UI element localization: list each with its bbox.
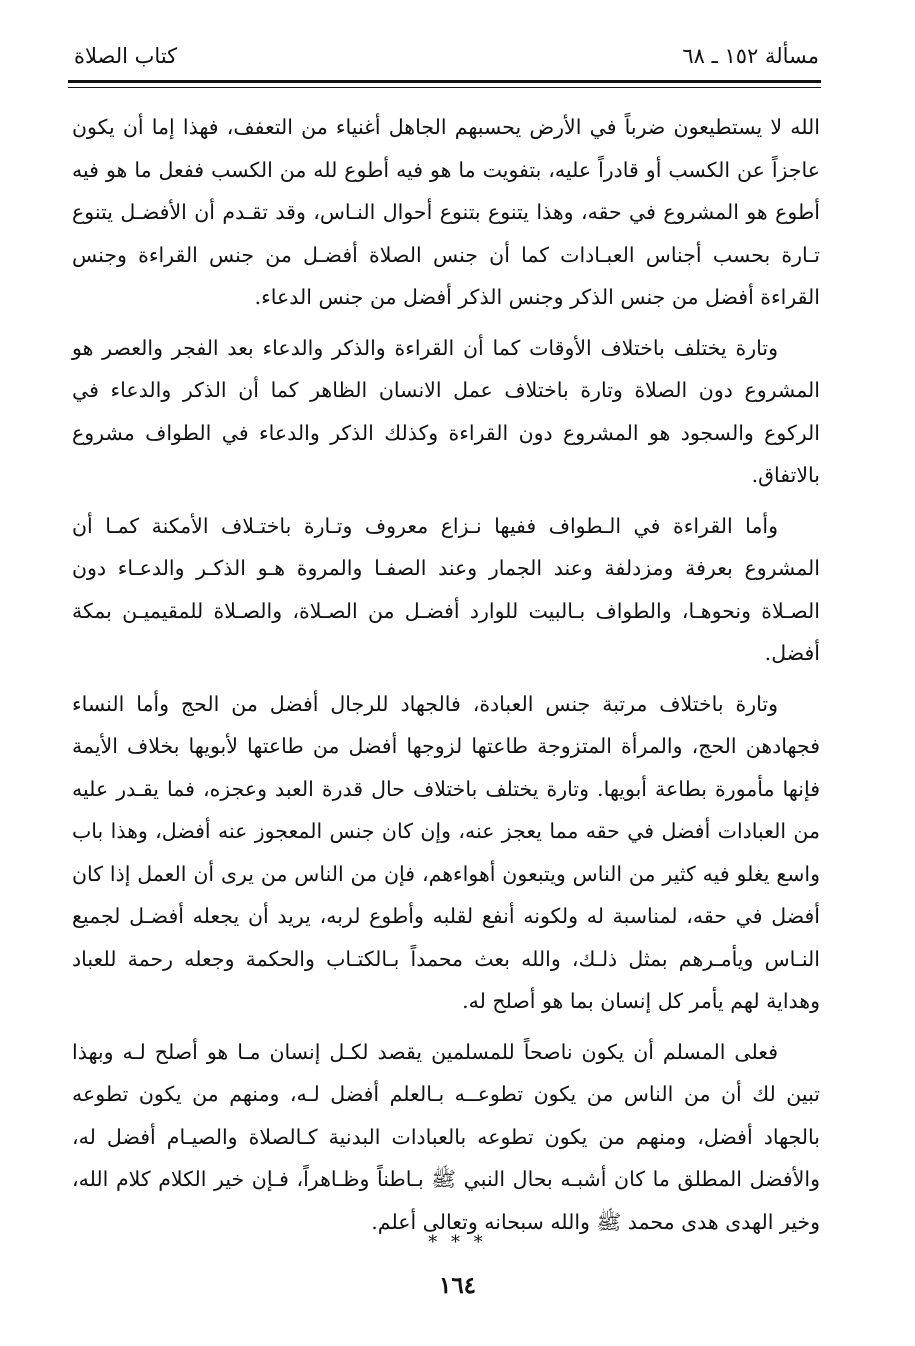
paragraph: وتارة باختلاف مرتبة جنس العبادة، فالجهاد للرجال أفضل من الحج وأما النساء فجهادهن الحج، والمرأة المتزوجة طاعتها لزوجها أفضل من طاعتها لأبويها بخلاف الأيمة فإنها مأمورة بطاعة أبويها. وتارة يختلف باختلاف حال قدرة العبد وعجزه، فما يقـدر عليه من العبادات أفضل في حقه مما يعجز عنه، وإن كان جنس المعجوز عنه أفضل، وهذا باب واسع يغلو فيه كثير من الناس ويتبعون أهواءهم، فإن من الناس من يرى أن العمل إذا كان أفضل في حقه، لمناسبة له ولكونه أنفع لقلبه وأطوع لربه، يريد أن يجعله أفضـل لجميع النـاس ويأمـرهم بمثل ذلـك، والله بعث محمداً بـالكتـاب والحكمة وجعله رحمة للعباد وهداية لهم يأمر كل إنسان بما هو أصلح له. (72, 691, 820, 1013)
running-header (68, 40, 821, 74)
paragraph: وتارة يختلف باختلاف الأوقات كما أن القراءة والذكر والدعاء بعد الفجر والعصر هو المشروع دون الصلاة وتارة باختلاف عمل الانسان الظاهر كما أن الذكر والدعاء في الركوع والسجود هو المشروع دون القراءة وكذلك الذكر والدعاء في الطواف مشروع بالاتفاق. (72, 335, 820, 487)
page-number: ١٦٤ (438, 1272, 477, 1299)
paragraph: فعلى المسلم أن يكون ناصحاً للمسلمين يقصد لكـل إنسان مـا هو أصلح لـه وبهذا تبين لك أن من الناس من يكون تطوعــه بـالعلم أفضل لـه، ومنهم من يكون تطوعه بالجهاد أفضل، ومنهم من يكون تطوعه بالعبادات البدنية كـالصلاة والصيـام أفضل له، والأفضل المطلق ما كان أشبـه بحال النبي ﷺ بـاطناً وظـاهراً، فـإن خير الكلام كلام الله، وخير الهدى هدى محمد ﷺ والله سبحانه وتعالى أعلم. (72, 1039, 820, 1234)
section-divider: * * * (428, 1232, 487, 1253)
paragraph-continuation: الله لا يستطيعون ضرباً في الأرض يحسبهم الجاهل أغنياء من التعفف، فهذا إما أن يكون عاجزاً عن الكسب أو قادراً عليه، بتفويت ما هو فيه أطوع لله من الكسب ففعل ما هو فيه أطوع هو المشروع في حقه، وهذا يتنوع بتنوع أحوال النـاس، وقد تقـدم أن الأفضـل يتنوع تـارة بحسب أجناس العبـادات كما أن جنس الصلاة أفضـل من جنس القراءة وجنس القراءة أفضل من جنس الذكر وجنس الذكر أفضل من جنس الدعاء. (72, 115, 820, 309)
paragraph: وأما القراءة في الـطواف ففيها نـزاع معروف وتـارة باختـلاف الأمكنة كمـا أن المشروع بعرفة ومزدلفة وعند الجمار وعند الصفـا والمروة هـو الذكـر والدعـاء دون الصـلاة ونحوهـا، والطواف بـالبيت للوارد أفضـل من الصـلاة، والصـلاة للمقيميـن بمكة أفضل. (72, 513, 820, 665)
header-rule-thin (68, 87, 821, 88)
header-rule-thick (68, 80, 821, 83)
issue-reference: مسألة ١٥٢ ـ ٦٨ (682, 44, 819, 68)
body-text (72, 106, 820, 1243)
book-title: كتاب الصلاة (74, 44, 178, 68)
